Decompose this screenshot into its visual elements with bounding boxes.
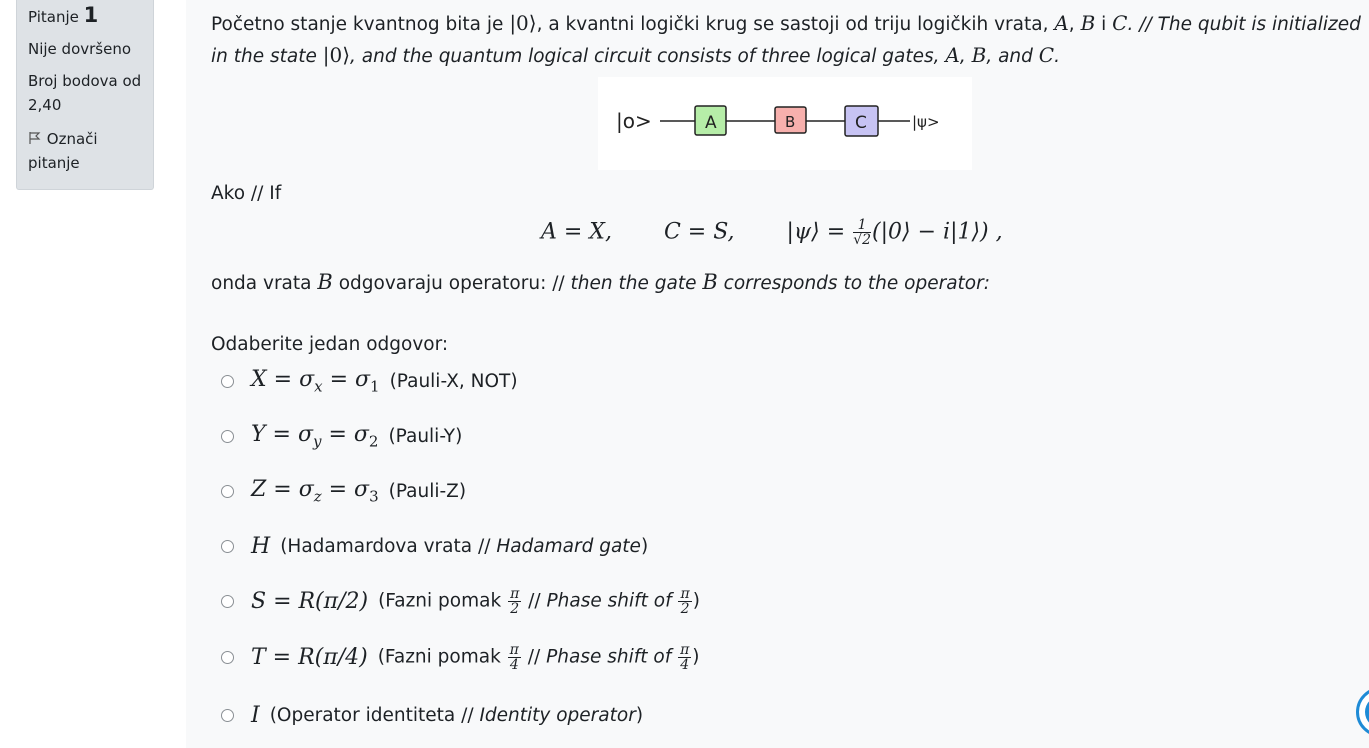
condition-intro: Ako // If [211, 183, 282, 204]
answer-option-phase-t[interactable] [221, 642, 700, 672]
question-points: Broj bodova od 2,40 [28, 72, 142, 114]
option-formula: $X = \sigma_x = \sigma_1$ [251, 366, 380, 396]
answer-option-hadamard[interactable] [221, 531, 648, 561]
answer-option-pauli-z[interactable] [221, 476, 466, 506]
radio-button[interactable] [221, 709, 234, 722]
option-label: (Pauli-X, NOT) [389, 370, 518, 392]
question-number: Pitanje 1 [28, 3, 99, 27]
question-info-panel [16, 0, 154, 190]
option-label: (Pauli-Z) [388, 480, 467, 502]
radio-button[interactable] [221, 595, 234, 608]
option-formula: $Y = \sigma_y = \sigma_2$ [251, 421, 379, 451]
answer-option-phase-s[interactable] [221, 586, 700, 616]
circuit-output-label: |ψ> [912, 113, 940, 131]
answer-prompt: Odaberite jedan odgovor: [211, 334, 449, 355]
radio-button[interactable] [221, 540, 234, 553]
gate-c-label: C [855, 113, 867, 133]
option-label: (Fazni pomak $\frac{\pi}{4}$ // Phase shift of $\frac{\pi}{4}$ ) [377, 641, 700, 673]
gate-b-label: B [785, 113, 796, 131]
radio-button[interactable] [221, 651, 234, 664]
answer-option-identity[interactable] [221, 700, 643, 730]
question-status: Nije dovršeno [28, 40, 132, 58]
question-content [186, 0, 1369, 748]
option-formula: T = R(π/4) [251, 644, 368, 670]
option-formula: S = R(π/2) [251, 588, 369, 614]
radio-button[interactable] [221, 430, 234, 443]
circuit-input-label: |o> [616, 109, 652, 133]
answer-option-pauli-y[interactable] [221, 421, 462, 451]
question-text: Početno stanje kvantnog bita je |0⟩, a kvantni logički krug se sastoji od triju logičkih vrata, A, B i C. // The qubit is initialized in the state |0⟩, and the quantum logical circuit consists of three logical gates, A, B, and C. [211, 11, 1361, 67]
flag-icon [28, 128, 42, 142]
flag-question-link[interactable]: Označi pitanje [28, 130, 98, 172]
option-formula: $Z = \sigma_z = \sigma_3$ [251, 476, 379, 506]
option-label: (Fazni pomak $\frac{\pi}{2}$ // Phase shift of $\frac{\pi}{2}$ ) [378, 585, 700, 617]
radio-button[interactable] [221, 485, 234, 498]
option-label: (Pauli-Y) [388, 425, 463, 447]
question-prompt-text: onda vrata B odgovaraju operatoru: // then the gate B corresponds to the operator: [211, 270, 990, 294]
gate-a-label: A [705, 113, 717, 133]
option-formula: I [251, 702, 260, 728]
help-widget-icon [1365, 696, 1369, 728]
condition-equation: A = X, C = S, |ψ⟩ = $\frac{1}{√2}$ (|0⟩ − i|1⟩) , [541, 217, 1003, 248]
answer-option-pauli-x[interactable] [221, 366, 518, 396]
option-formula: H [251, 533, 271, 559]
option-label: (Operator identiteta // Identity operator) [269, 704, 644, 726]
option-label: (Hadamardova vrata // Hadamard gate) [280, 535, 649, 557]
radio-button[interactable] [221, 375, 234, 388]
circuit-diagram [598, 77, 972, 170]
circuit-svg [598, 77, 972, 170]
